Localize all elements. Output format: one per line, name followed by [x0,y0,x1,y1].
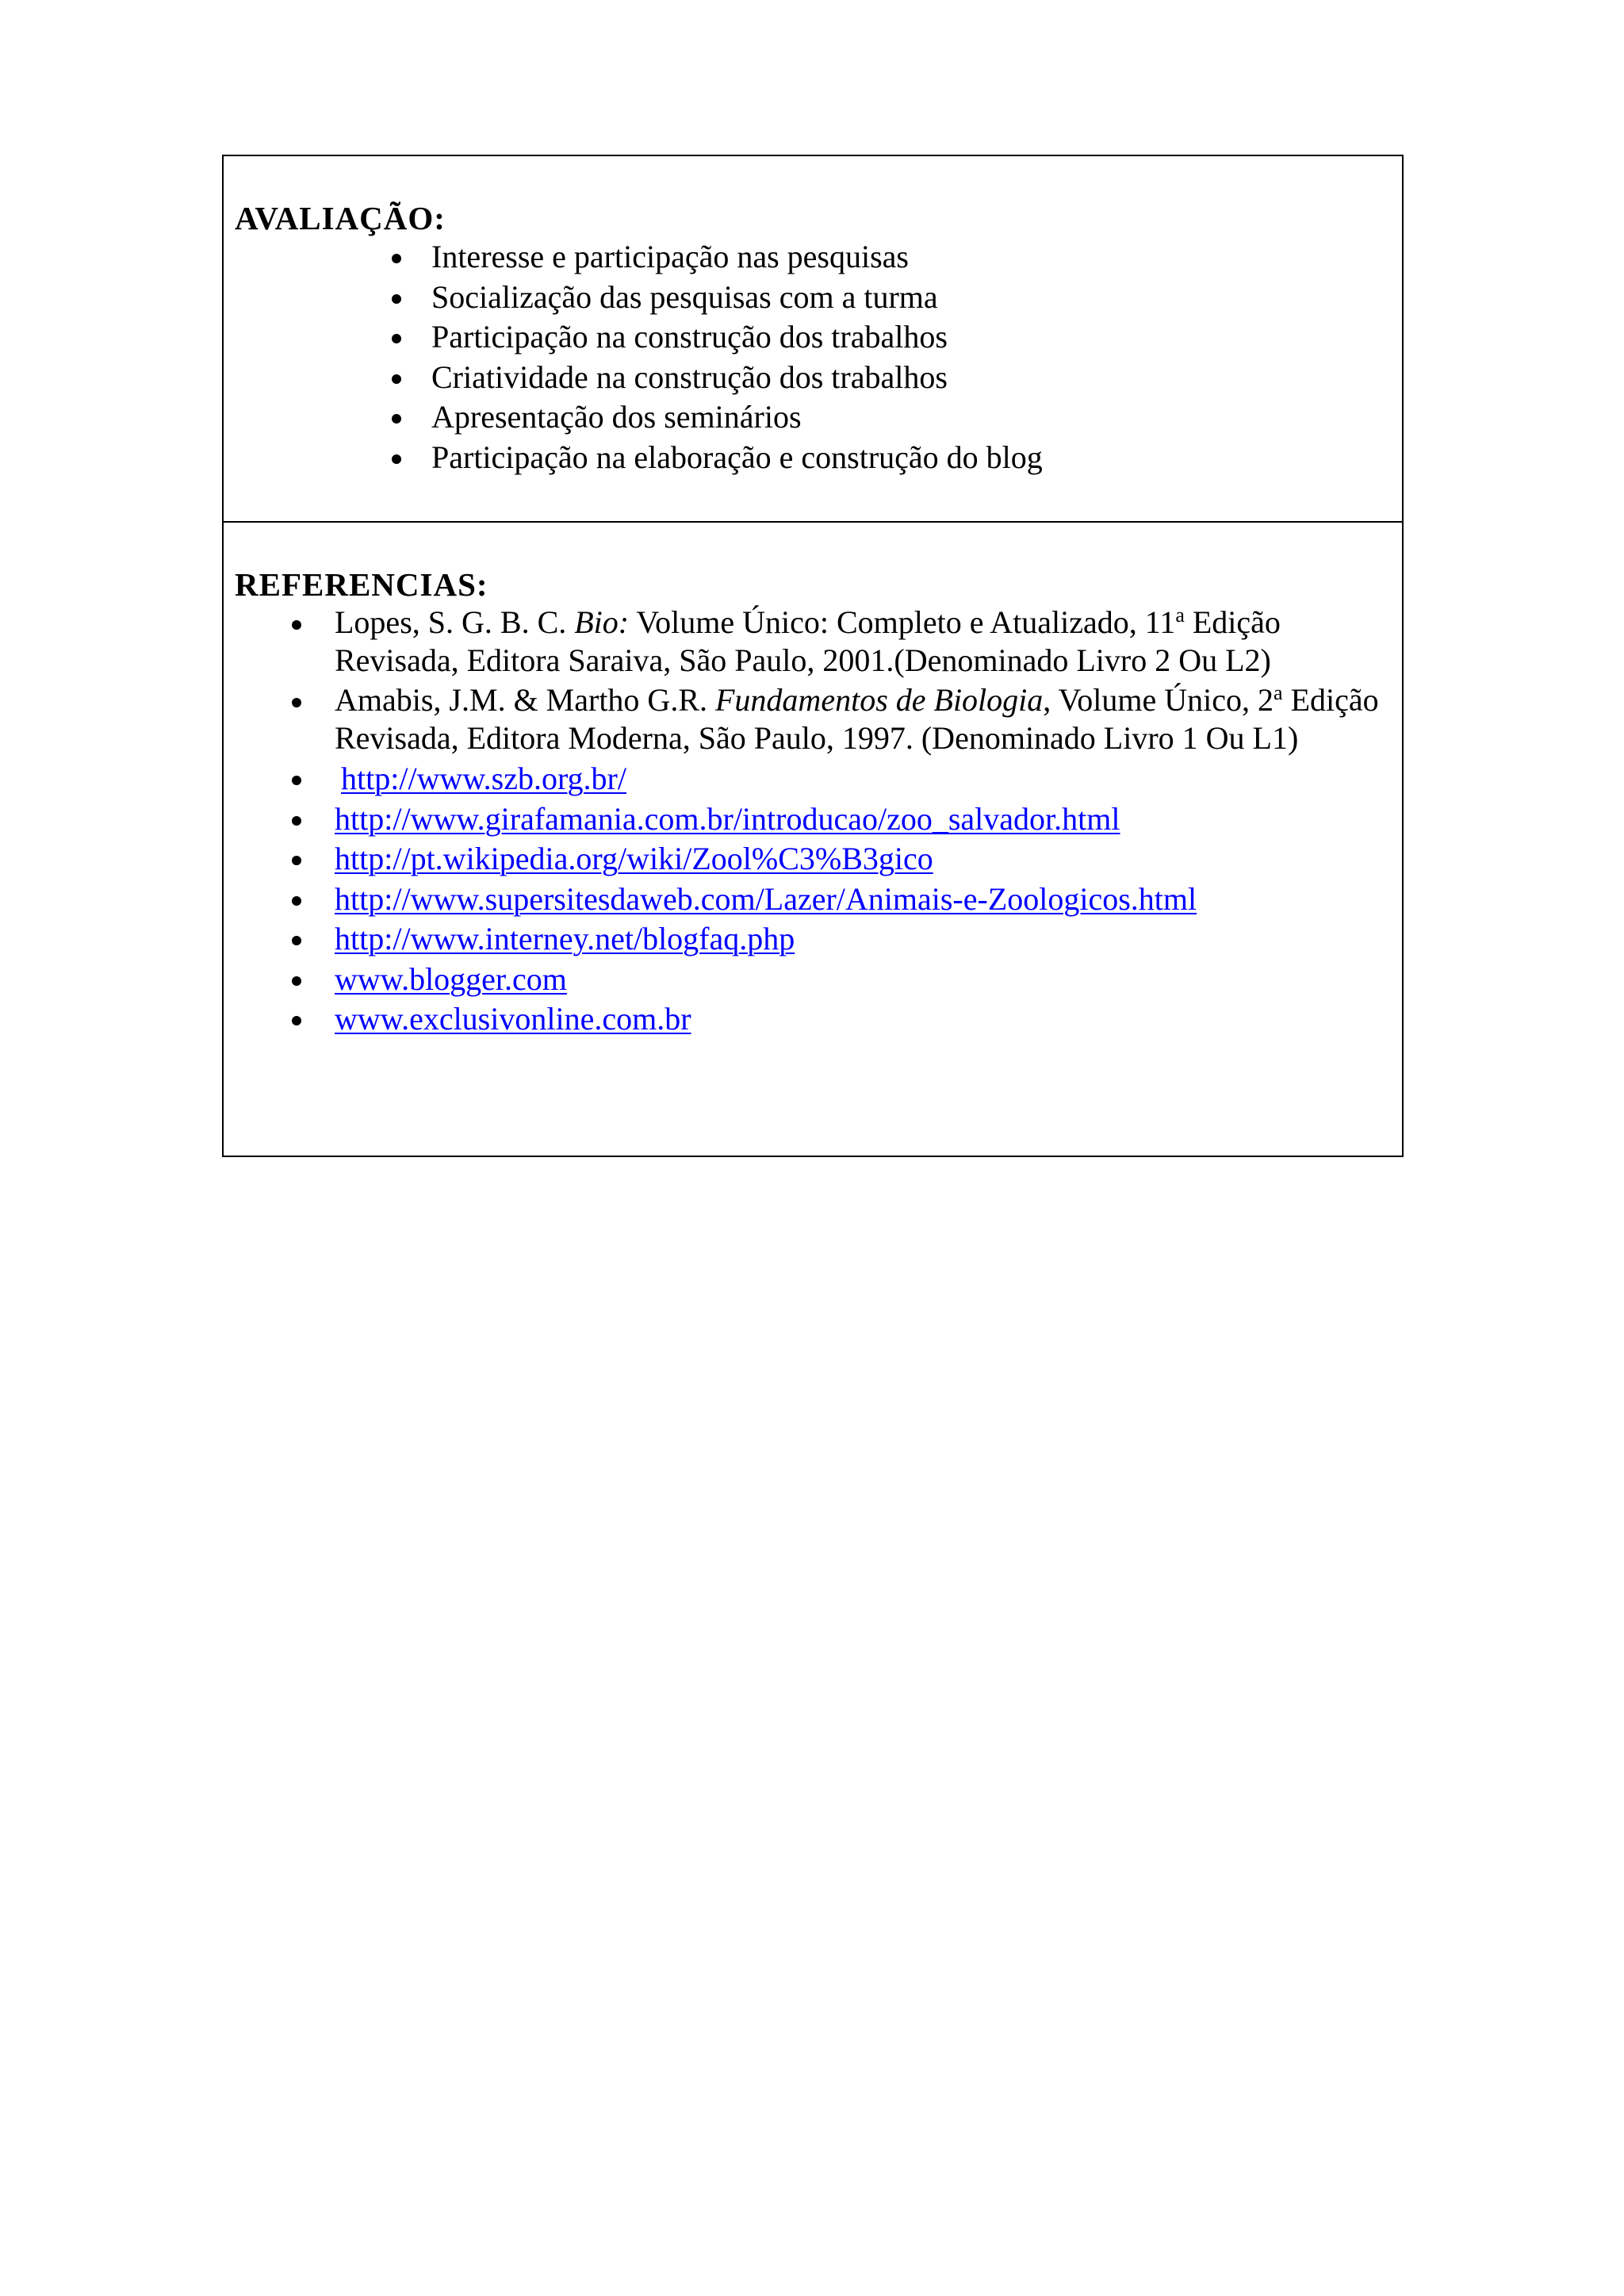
reference-link-item [292,799,1391,840]
reference-link[interactable]: http://www.szb.org.br/ [341,761,626,796]
reference-link[interactable]: http://www.interney.net/blogfaq.php [335,921,795,956]
reference-link-item [292,999,1391,1040]
reference-details: Edição Revisada, Editora Saraiva, São Paulo, 2001.(Denominado Livro 2 Ou L2) [335,604,1281,678]
reference-author: Lopes, S. G. B. C. [335,604,575,640]
reference-link[interactable]: http://www.girafamania.com.br/introducao/zoo_salvador.html [335,800,1120,837]
reference-link[interactable]: www.exclusivonline.com.br [335,1001,691,1037]
list-item: Participação na elaboração e construção do blog [392,438,1391,478]
list-item: Socialização das pesquisas com a turma [392,278,1391,318]
reference-book-title: Bio: [574,604,630,640]
superscript: a [1274,681,1283,704]
document-table [222,155,1404,1157]
avaliacao-list [235,237,1391,477]
reference-link[interactable]: http://www.supersitesdaweb.com/Lazer/Animais-e-Zoologicos.html [335,880,1197,917]
reference-author: Amabis, J.M. & Martho G.R. [335,682,715,718]
superscript: a [1175,604,1185,627]
reference-details: , Volume Único, 2 [1043,682,1274,718]
reference-book-item [292,604,1391,680]
referencias-list [235,604,1391,1040]
list-item: Interesse e participação nas pesquisas [392,237,1391,278]
reference-link-item [292,880,1391,920]
reference-book-title: Fundamentos de Biologia [715,682,1044,718]
referencias-title: REFERENCIAS: [235,566,488,603]
reference-link[interactable]: www.blogger.com [335,960,567,997]
list-item: Criatividade na construção dos trabalhos [392,358,1391,398]
list-item: Participação na construção dos trabalhos [392,317,1391,358]
reference-book-item [292,681,1391,757]
reference-link-item [292,919,1391,960]
reference-link-item [292,759,1391,799]
reference-details: Volume Único: Completo e Atualizado, 11 [629,604,1176,640]
list-item: Apresentação dos seminários [392,397,1391,438]
avaliacao-cell [224,156,1402,523]
avaliacao-title: AVALIAÇÃO: [235,200,446,236]
referencias-cell [224,523,1402,1156]
reference-link[interactable]: http://pt.wikipedia.org/wiki/Zool%C3%B3gico [335,841,933,876]
reference-details: Edição Revisada, Editora Moderna, São Paulo, 1997. (Denominado Livro 1 Ou L1) [335,682,1379,756]
reference-link-item [292,839,1391,880]
reference-link-item [292,960,1391,1000]
